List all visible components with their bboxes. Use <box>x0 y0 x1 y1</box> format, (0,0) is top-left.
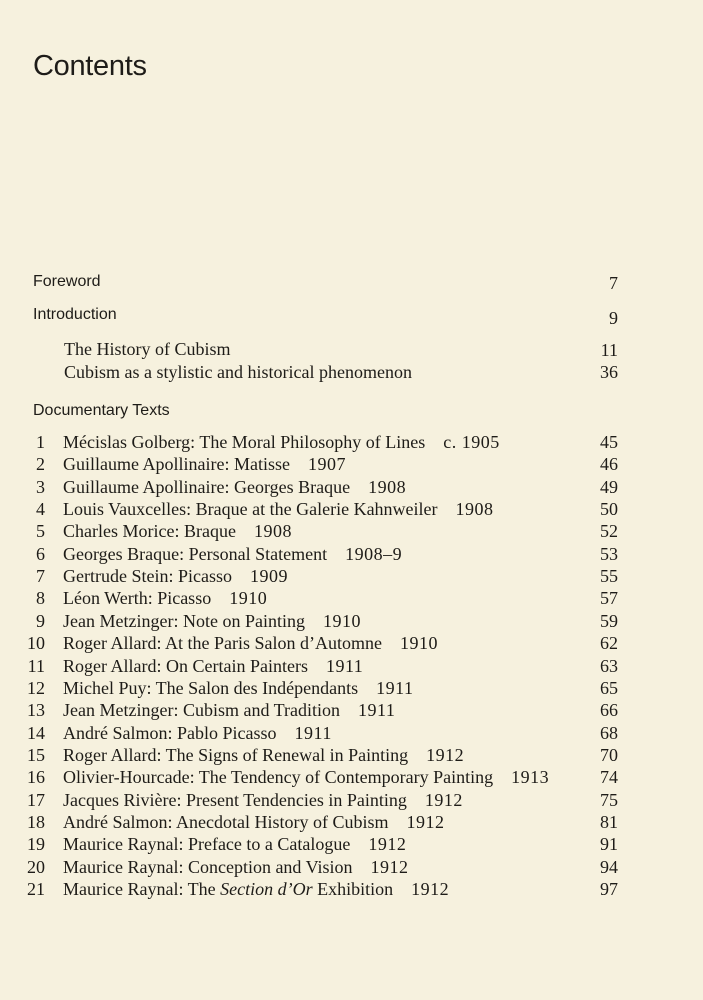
entry-year: 1911 <box>325 655 364 676</box>
entry-year: 1908 <box>253 521 292 542</box>
toc-entry[interactable] <box>0 633 703 655</box>
toc-entry[interactable] <box>0 723 703 745</box>
subsection-stylistic-phenomenon[interactable]: Cubism as a stylistic and historical phenomenon <box>64 362 412 382</box>
entry-number: 11 <box>27 655 45 676</box>
toc-entry[interactable] <box>0 834 703 856</box>
entry-title: Guillaume Apollinaire: Matisse 1907 <box>63 454 346 475</box>
toc-entry[interactable] <box>0 656 703 678</box>
subsection-page-number: 36 <box>600 362 618 382</box>
entry-year: 1912 <box>411 879 450 899</box>
toc-entry[interactable] <box>0 544 703 566</box>
entry-page-number: 65 <box>600 677 618 698</box>
entry-page-number: 53 <box>600 543 618 564</box>
toc-entry[interactable] <box>0 499 703 521</box>
entry-year: 1911 <box>376 677 414 698</box>
entry-page-number: 97 <box>600 879 618 899</box>
toc-entry[interactable] <box>0 678 703 700</box>
entry-year: 1910 <box>399 633 438 654</box>
entry-page-number: 81 <box>600 811 618 832</box>
entry-title: Léon Werth: Picasso 1910 <box>63 588 268 609</box>
entry-page-number: 94 <box>600 856 618 877</box>
entry-year: 1912 <box>368 834 407 855</box>
toc-entry[interactable] <box>0 745 703 767</box>
entry-page-number: 91 <box>600 834 618 855</box>
entry-year: 1908–9 <box>345 543 403 564</box>
entry-page-number: 55 <box>600 566 618 587</box>
toc-entry[interactable] <box>0 857 703 879</box>
toc-entry[interactable] <box>0 521 703 543</box>
entry-year: 1912 <box>406 811 445 832</box>
entry-page-number: 74 <box>600 767 618 788</box>
entry-number: 18 <box>27 811 45 832</box>
entry-title: Jean Metzinger: Note on Painting 1910 <box>63 610 361 631</box>
toc-entry[interactable] <box>0 812 703 834</box>
toc-entry[interactable] <box>0 432 703 454</box>
entry-year: 1910 <box>322 610 361 631</box>
page-title: Contents <box>33 50 147 82</box>
toc-entry[interactable] <box>0 588 703 610</box>
entry-year: 1909 <box>249 566 288 587</box>
entry-page-number: 50 <box>600 499 618 520</box>
entry-number: 8 <box>36 588 45 609</box>
entry-title: Maurice Raynal: The Section d’Or Exhibition 1912 <box>63 879 450 899</box>
entry-number: 16 <box>27 767 45 788</box>
toc-entry[interactable] <box>0 700 703 722</box>
entry-page-number: 63 <box>600 655 618 676</box>
entry-page-number: 66 <box>600 700 618 721</box>
foreword-page-number: 7 <box>609 273 618 293</box>
introduction-page-number: 9 <box>609 308 618 328</box>
entry-title: Jean Metzinger: Cubism and Tradition 1911 <box>63 700 396 721</box>
entry-page-number: 68 <box>600 722 618 743</box>
documentary-texts-heading: Documentary Texts <box>33 402 170 419</box>
entry-number: 10 <box>27 633 45 654</box>
entry-number: 14 <box>27 722 45 743</box>
entry-number: 1 <box>36 432 45 452</box>
entry-year: 1912 <box>426 744 465 765</box>
toc-entry[interactable] <box>0 454 703 476</box>
entry-year: 1910 <box>229 588 268 609</box>
entry-title: Roger Allard: The Signs of Renewal in Painting 1912 <box>63 744 465 765</box>
entry-year: 1912 <box>424 789 463 810</box>
entry-year: 1911 <box>357 700 396 721</box>
entry-title-italic: Section d’Or <box>220 879 313 899</box>
entry-title: Michel Puy: The Salon des Indépendants 1911 <box>63 677 414 698</box>
foreword-heading[interactable]: Foreword <box>33 273 101 290</box>
entry-number: 6 <box>36 543 45 564</box>
entry-number: 4 <box>36 499 45 520</box>
entry-number: 12 <box>27 677 45 698</box>
entry-title: Georges Braque: Personal Statement 1908–9 <box>63 543 403 564</box>
entry-page-number: 75 <box>600 789 618 810</box>
entry-title: Olivier-Hourcade: The Tendency of Contemporary Painting 1913 <box>63 767 550 788</box>
entry-page-number: 57 <box>600 588 618 609</box>
entry-page-number: 59 <box>600 610 618 631</box>
entry-title: André Salmon: Anecdotal History of Cubism 1912 <box>63 811 445 832</box>
entry-number: 2 <box>36 454 45 475</box>
entry-number: 15 <box>27 744 45 765</box>
entry-title: Roger Allard: At the Paris Salon d’Automne 1910 <box>63 633 438 654</box>
subsection-page-number: 11 <box>600 340 618 360</box>
entry-number: 19 <box>27 834 45 855</box>
entry-title: Jacques Rivière: Present Tendencies in Painting 1912 <box>63 789 463 810</box>
entry-title: Maurice Raynal: Preface to a Catalogue 1912 <box>63 834 407 855</box>
entry-title: Charles Morice: Braque 1908 <box>63 521 292 542</box>
entry-year: 1912 <box>370 856 409 877</box>
entry-number: 21 <box>27 879 45 899</box>
toc-entry[interactable] <box>0 477 703 499</box>
entry-page-number: 45 <box>600 432 618 452</box>
entry-title: Roger Allard: On Certain Painters 1911 <box>63 655 364 676</box>
toc-entry[interactable] <box>0 566 703 588</box>
entry-page-number: 49 <box>600 476 618 497</box>
entry-page-number: 46 <box>600 454 618 475</box>
entry-number: 5 <box>36 521 45 542</box>
entry-number: 20 <box>27 856 45 877</box>
entry-number: 7 <box>36 566 45 587</box>
entry-page-number: 52 <box>600 521 618 542</box>
entry-title: Gertrude Stein: Picasso 1909 <box>63 566 288 587</box>
entry-year: 1907 <box>307 454 346 475</box>
entry-year: 1911 <box>294 722 332 743</box>
entry-year: 1908 <box>368 476 407 497</box>
entry-title: Mécislas Golberg: The Moral Philosophy of Lines c. 1905 <box>63 432 500 452</box>
entry-year: c. 1905 <box>443 432 500 452</box>
entry-page-number: 62 <box>600 633 618 654</box>
entry-title: Guillaume Apollinaire: Georges Braque 1908 <box>63 476 407 497</box>
entry-page-number: 70 <box>600 744 618 765</box>
introduction-heading[interactable]: Introduction <box>33 306 117 323</box>
entry-number: 17 <box>27 789 45 810</box>
entry-number: 13 <box>27 700 45 721</box>
entry-number: 3 <box>36 476 45 497</box>
subsection-history-of-cubism[interactable]: The History of Cubism <box>64 339 231 359</box>
entry-year: 1913 <box>511 767 550 788</box>
entry-title: Maurice Raynal: Conception and Vision 1912 <box>63 856 409 877</box>
entry-number: 9 <box>36 610 45 631</box>
entry-title: Louis Vauxcelles: Braque at the Galerie Kahnweiler 1908 <box>63 499 494 520</box>
toc-entry[interactable] <box>0 790 703 812</box>
toc-entry[interactable] <box>0 767 703 789</box>
toc-entry[interactable] <box>0 879 703 901</box>
entry-year: 1908 <box>455 499 494 520</box>
entry-title: André Salmon: Pablo Picasso 1911 <box>63 722 332 743</box>
toc-entry[interactable] <box>0 611 703 633</box>
